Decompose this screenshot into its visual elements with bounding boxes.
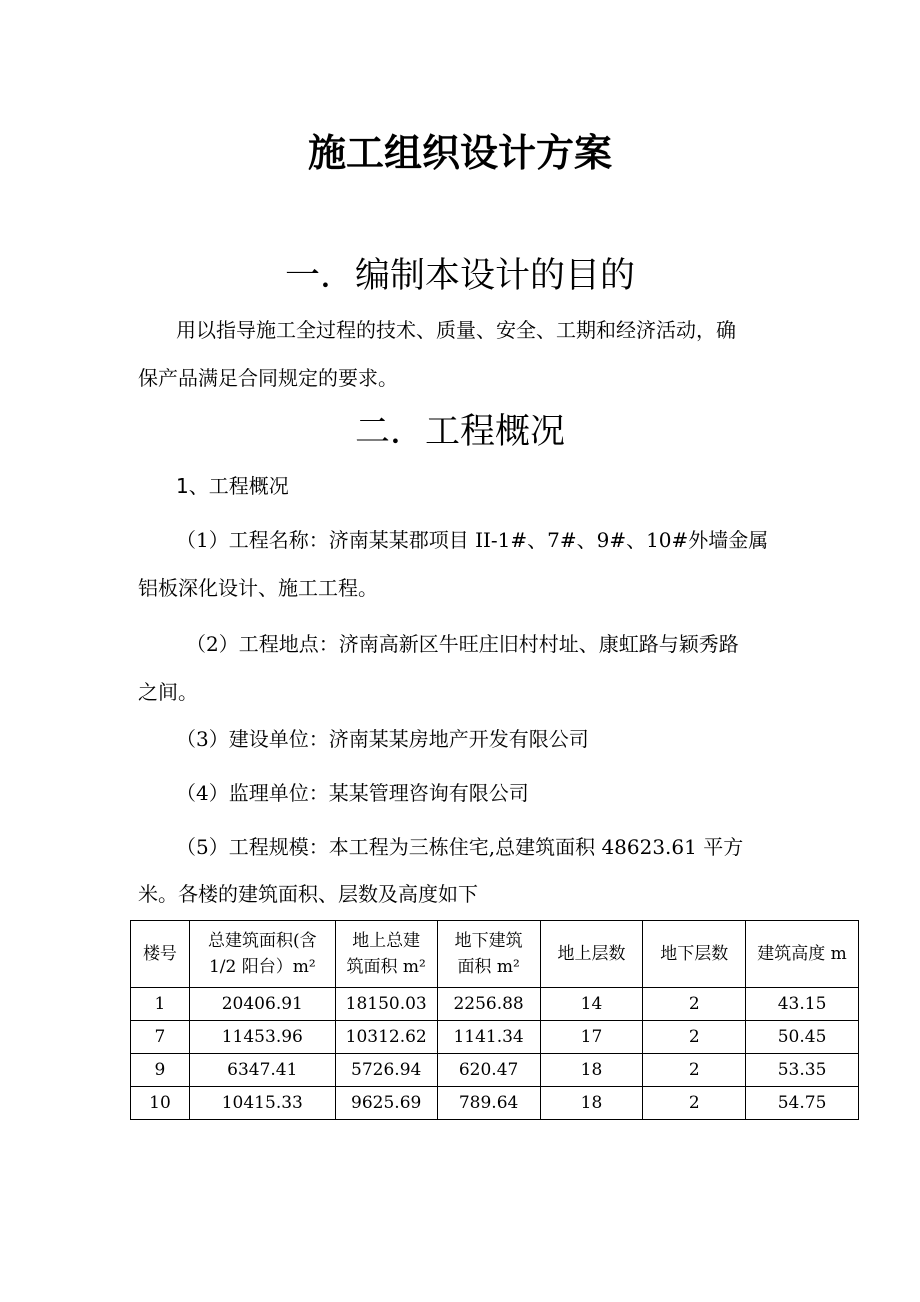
header-underground-area-line2: 面积 m²: [457, 957, 520, 977]
table-cell: 18150.03: [335, 988, 437, 1021]
header-total-area: [189, 921, 335, 988]
header-total-area-line1: 总建筑面积(含: [207, 931, 317, 951]
table-cell: 11453.96: [189, 1021, 335, 1054]
table-row: [131, 1054, 859, 1087]
header-above-ground-area-line2: 筑面积 m²: [346, 957, 426, 977]
building-table: [130, 920, 859, 1120]
item3: （3）建设单位：济南某某房地产开发有限公司: [176, 727, 589, 751]
table-cell: 20406.91: [189, 988, 335, 1021]
table-cell: 6347.41: [189, 1054, 335, 1087]
section1-paragraph-line2: 保产品满足合同规定的要求。: [138, 366, 398, 390]
table-cell: 14: [540, 988, 643, 1021]
table-cell: 18: [540, 1054, 643, 1087]
header-above-ground-floors: 地上层数: [540, 921, 643, 988]
table-cell: 43.15: [746, 988, 859, 1021]
item2-line1: （2）工程地点：济南高新区牛旺庄旧村村址、康虹路与颖秀路: [186, 632, 739, 656]
table-cell: 2: [643, 1087, 746, 1120]
item5-line1: （5）工程规模：本工程为三栋住宅,总建筑面积 48623.61 平方: [176, 835, 744, 859]
table-cell: 9625.69: [335, 1087, 437, 1120]
header-building-no: 楼号: [131, 921, 190, 988]
header-building-height: 建筑高度 m: [746, 921, 859, 988]
item1-line1: （1）工程名称：济南某某郡项目 II-1#、7#、9#、10#外墙金属: [176, 528, 769, 552]
table-cell: 10312.62: [335, 1021, 437, 1054]
table-cell: 10: [131, 1087, 190, 1120]
item1-line2: 铝板深化设计、施工工程。: [138, 576, 378, 600]
item5-line2: 米。各楼的建筑面积、层数及高度如下: [138, 882, 478, 906]
table-cell: 789.64: [437, 1087, 540, 1120]
item4: （4）监理单位：某某管理咨询有限公司: [176, 781, 529, 805]
table-cell: 9: [131, 1054, 190, 1087]
table-cell: 10415.33: [189, 1087, 335, 1120]
table-cell: 2256.88: [437, 988, 540, 1021]
table-cell: 1141.34: [437, 1021, 540, 1054]
table-cell: 620.47: [437, 1054, 540, 1087]
table-cell: 5726.94: [335, 1054, 437, 1087]
header-total-area-line2: 1/2 阳台）m²: [208, 957, 316, 977]
header-above-ground-area-line1: 地上总建: [352, 931, 421, 951]
table-cell: 53.35: [746, 1054, 859, 1087]
table-row: [131, 1021, 859, 1054]
table-cell: 54.75: [746, 1087, 859, 1120]
header-underground-area-line1: 地下建筑: [454, 931, 523, 951]
header-above-ground-area: [335, 921, 437, 988]
table-header-row: [131, 921, 859, 988]
table-row: [131, 988, 859, 1021]
header-underground-floors: 地下层数: [643, 921, 746, 988]
table-cell: 2: [643, 1054, 746, 1087]
header-underground-area: [437, 921, 540, 988]
table-cell: 18: [540, 1087, 643, 1120]
table-cell: 50.45: [746, 1021, 859, 1054]
table-cell: 7: [131, 1021, 190, 1054]
table-cell: 2: [643, 988, 746, 1021]
table-cell: 1: [131, 988, 190, 1021]
section1-heading: 一．编制本设计的目的: [284, 256, 635, 296]
document-title: 施工组织设计方案: [307, 130, 612, 175]
section2-subheading: 1、工程概况: [176, 474, 289, 498]
item2-line2: 之间。: [138, 680, 198, 704]
section2-heading: 二．工程概况: [354, 412, 565, 452]
table-cell: 17: [540, 1021, 643, 1054]
table-cell: 2: [643, 1021, 746, 1054]
section1-paragraph-line1: 用以指导施工全过程的技术、质量、安全、工期和经济活动，确: [176, 318, 736, 342]
table-row: [131, 1087, 859, 1120]
